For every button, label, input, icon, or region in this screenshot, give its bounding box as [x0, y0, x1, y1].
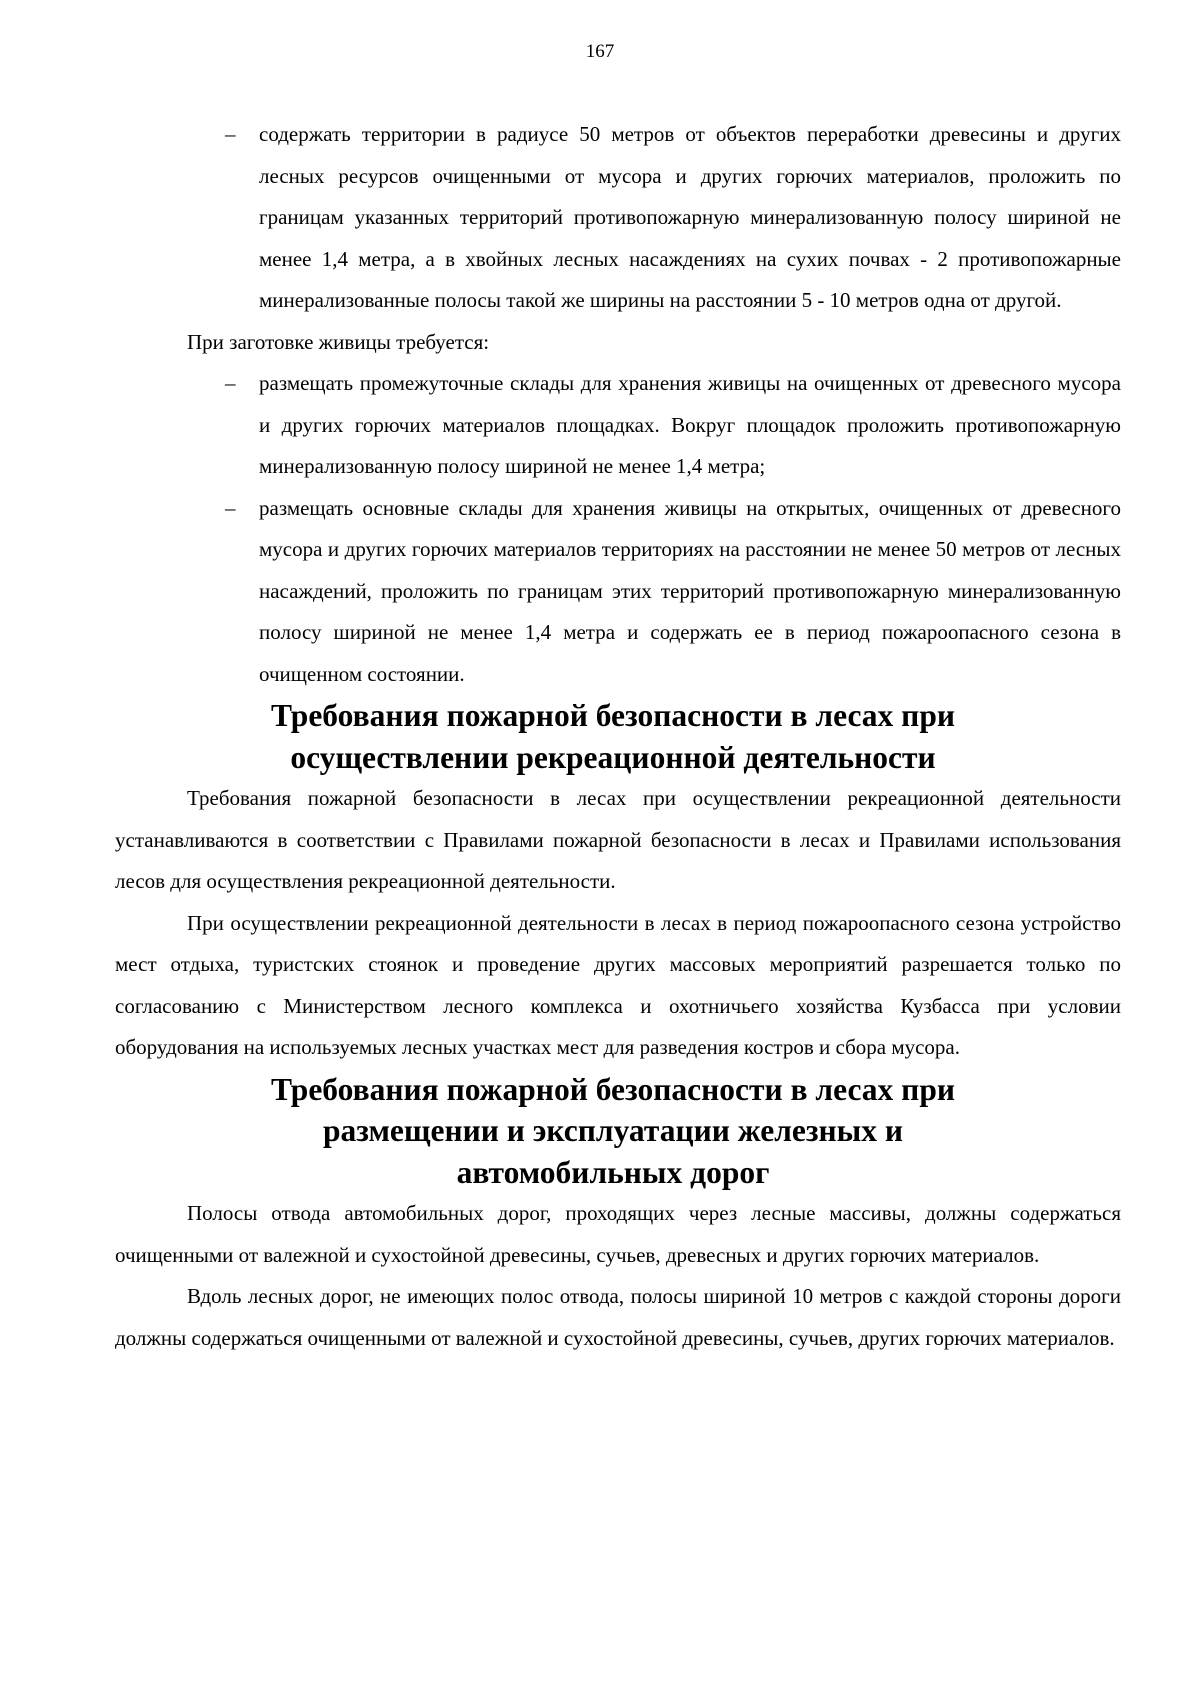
- bullet-dash: –: [225, 122, 236, 146]
- page-content: [115, 114, 1121, 1359]
- bullet-dash: –: [225, 495, 236, 520]
- list-item: [115, 363, 1121, 488]
- list-item-text: размещать промежуточные склады для хранения живицы на очищенных от древесного мусора и других горючих материалов площадках. Вокруг площадок проложить противопожарную минерализованную полосу шириной не менее 1,4 метра;: [259, 371, 1121, 478]
- resin-lead-text: При заготовке живицы требуется:: [187, 329, 490, 354]
- paragraph: Требования пожарной безопасности в лесах при осуществлении рекреационной деятельности устанавливаются в соответствии с Правилами пожарной безопасности в лесах и Правилами использования лесов для осуществления рекреационной деятельности.: [115, 786, 1121, 893]
- bullet-list-resin: [115, 363, 1121, 695]
- paragraph: При осуществлении рекреационной деятельности в лесах в период пожароопасного сезона устройство мест отдыха, туристских стоянок и проведение других массовых мероприятий разрешается только по согласованию с Министерством лесного комплекса и охотничьего хозяйства Кузбасса при условии оборудования на используемых лесных участках мест для разведения костров и сбора мусора.: [115, 910, 1121, 1059]
- list-item-text: содержать территории в радиусе 50 метров от объектов переработки древесины и других лесных ресурсов очищенными от мусора и других горючих материалов, проложить по границам указанных территорий противопожарную минерализованную полосу шириной не менее 1,4 метра, а в хвойных лесных насаждениях на сухих почвах - 2 противопожарные минерализованные полосы такой же ширины на расстоянии 5 - 10 метров одна от другой.: [259, 122, 1121, 312]
- list-item-text: размещать основные склады для хранения живицы на открытых, очищенных от древесного мусора и других горючих материалов территориях на расстоянии не менее 50 метров от лесных насаждений, проложить по границам этих территорий противопожарную минерализованную полосу шириной не менее 1,4 метра и содержать ее в период пожароопасного сезона в очищенном состоянии.: [259, 495, 1121, 686]
- list-item: [115, 488, 1121, 696]
- paragraph: Полосы отвода автомобильных дорог, проходящих через лесные массивы, должны содержаться очищенными от валежной и сухостойной древесины, сучьев, древесных и других горючих материалов.: [115, 1201, 1121, 1267]
- section-heading-roads: Требования пожарной безопасности в лесах при размещении и эксплуатации железных и автомобильных дорог: [270, 1071, 956, 1190]
- list-item: [115, 114, 1121, 322]
- bullet-list-processing: [115, 114, 1121, 322]
- page-number: 167: [585, 41, 615, 62]
- bullet-dash: –: [225, 371, 236, 395]
- section-heading-recreation: Требования пожарной безопасности в лесах при осуществлении рекреационной деятельности: [270, 698, 956, 775]
- paragraph: Вдоль лесных дорог, не имеющих полос отвода, полосы шириной 10 метров с каждой стороны дороги должны содержаться очищенными от валежной и сухостойной древесины, сучьев, других горючих материалов.: [115, 1284, 1121, 1350]
